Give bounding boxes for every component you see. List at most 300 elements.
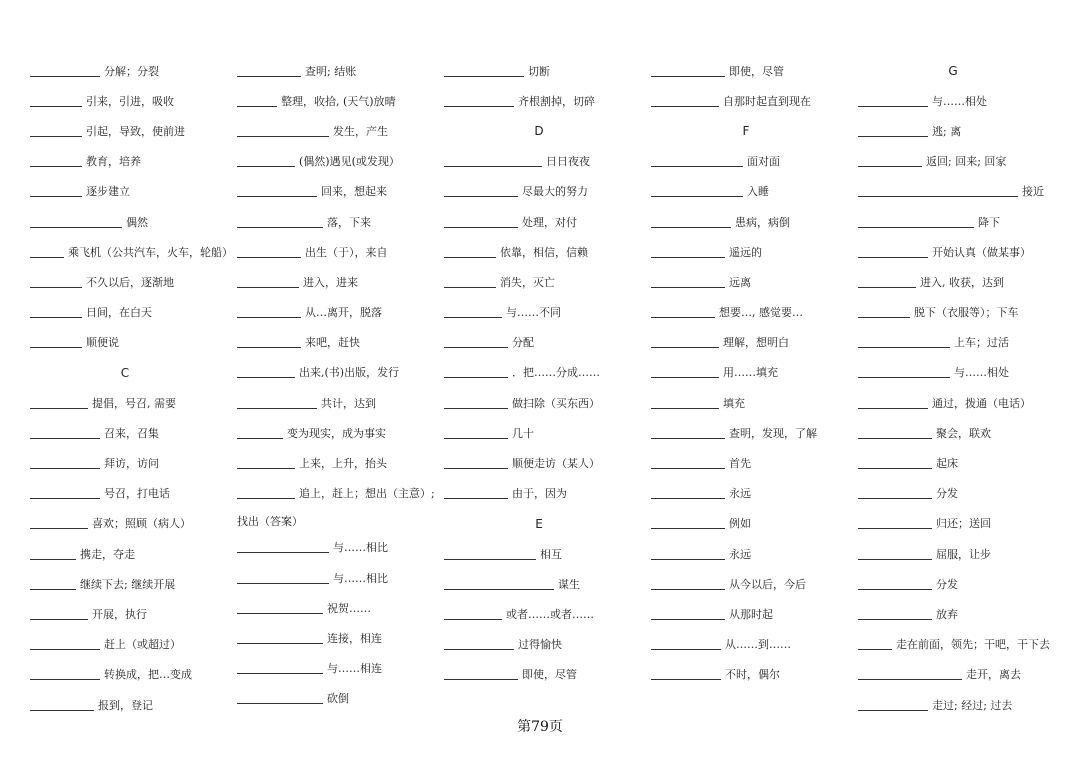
vocab-entry xyxy=(30,479,230,509)
answer-blank-line[interactable] xyxy=(30,579,76,590)
answer-blank-line[interactable] xyxy=(651,217,731,228)
vocab-meaning: 降下 xyxy=(978,215,1000,229)
answer-blank-line[interactable] xyxy=(237,573,329,584)
vocab-meaning: 出来,(书)出版，发行 xyxy=(299,366,400,380)
vocab-entry xyxy=(858,660,1058,690)
vocab-entry xyxy=(651,448,851,478)
vocab-column-3 xyxy=(444,56,644,690)
vocab-meaning: 开始认真（做某事） xyxy=(932,245,1031,259)
answer-blank-line[interactable] xyxy=(237,247,301,258)
vocab-entry xyxy=(444,358,644,388)
vocab-meaning: 继续下去; 继续开展 xyxy=(80,577,176,591)
vocab-entry xyxy=(651,358,851,388)
vocab-entry xyxy=(651,539,851,569)
vocab-entry xyxy=(858,147,1058,177)
vocab-meaning: 上来，上升，抬头 xyxy=(299,457,387,471)
vocab-entry xyxy=(651,267,851,297)
vocab-entry xyxy=(30,509,230,539)
answer-blank-line[interactable] xyxy=(444,277,496,288)
vocab-entry xyxy=(444,237,644,267)
answer-blank-line[interactable] xyxy=(444,66,524,77)
vocab-meaning: 通过，拨通（电话） xyxy=(932,396,1031,410)
vocab-meaning: 整理，收拾, (天气)放晴 xyxy=(281,94,396,108)
answer-blank-line[interactable] xyxy=(651,639,721,650)
vocab-entry xyxy=(30,660,230,690)
vocab-meaning: 面对面 xyxy=(747,155,780,169)
answer-blank-line[interactable] xyxy=(651,458,725,469)
vocab-entry xyxy=(651,660,851,690)
section-letter-heading: D xyxy=(534,124,544,139)
answer-blank-line[interactable] xyxy=(444,549,536,560)
answer-blank-line[interactable] xyxy=(651,398,719,409)
vocab-entry xyxy=(444,539,644,569)
answer-blank-line[interactable] xyxy=(651,307,715,318)
answer-blank-line[interactable] xyxy=(858,126,928,137)
vocab-meaning: 患病，病倒 xyxy=(735,215,790,229)
vocab-meaning: 赶上（或超过） xyxy=(104,638,181,652)
vocab-meaning: 顺便说 xyxy=(86,336,119,350)
vocab-entry xyxy=(858,509,1058,539)
vocab-entry xyxy=(651,328,851,358)
vocab-entry xyxy=(444,147,644,177)
vocab-meaning: 报到，登记 xyxy=(98,698,153,712)
answer-blank-line[interactable] xyxy=(858,398,928,409)
answer-blank-line[interactable] xyxy=(237,633,323,644)
vocab-meaning: 依靠，相信，信赖 xyxy=(500,245,588,259)
answer-blank-line[interactable] xyxy=(651,66,725,77)
vocab-meaning: 脱下（衣服等）；下车 xyxy=(914,306,1019,320)
answer-blank-line[interactable] xyxy=(30,700,94,711)
vocab-entry xyxy=(444,388,644,418)
vocab-meaning: 进入, 收获，达到 xyxy=(920,275,1004,289)
section-letter-heading: G xyxy=(948,64,958,79)
vocab-meaning: 引起，导致，使前进 xyxy=(86,124,185,138)
answer-blank-line[interactable] xyxy=(858,307,910,318)
vocab-entry xyxy=(237,116,437,146)
vocab-entry xyxy=(651,418,851,448)
vocab-entry xyxy=(858,328,1058,358)
answer-blank-line[interactable] xyxy=(237,337,301,348)
vocab-meaning: 遥远的 xyxy=(729,245,762,259)
answer-blank-line[interactable] xyxy=(651,549,725,560)
vocab-meaning: 召来，召集 xyxy=(104,426,159,440)
answer-blank-line[interactable] xyxy=(444,337,508,348)
vocab-meaning: 日间，在白天 xyxy=(86,306,152,320)
answer-blank-line[interactable] xyxy=(651,579,725,590)
vocab-meaning: 例如 xyxy=(729,517,751,531)
vocab-meaning: 与……相比 xyxy=(333,541,388,555)
answer-blank-line[interactable] xyxy=(237,398,317,409)
vocab-meaning: 即使，尽管 xyxy=(522,668,577,682)
answer-blank-line[interactable] xyxy=(30,428,100,439)
vocab-entry xyxy=(444,298,644,328)
vocab-meaning: 从那时起 xyxy=(729,607,773,621)
answer-blank-line[interactable] xyxy=(651,518,725,529)
vocab-meaning: 顺便走访（某人） xyxy=(512,457,600,471)
vocab-meaning: 回来，想起来 xyxy=(321,185,387,199)
answer-blank-line[interactable] xyxy=(858,277,916,288)
vocab-meaning: 分发 xyxy=(936,487,958,501)
vocab-entry xyxy=(651,569,851,599)
vocab-entry xyxy=(237,684,437,714)
vocab-entry xyxy=(30,86,230,116)
vocab-meaning: 来吧，赶快 xyxy=(305,336,360,350)
vocab-meaning: 入睡 xyxy=(747,185,769,199)
vocab-meaning: 与……不同 xyxy=(506,306,561,320)
answer-blank-line[interactable] xyxy=(30,186,82,197)
answer-blank-line[interactable] xyxy=(237,488,295,499)
vocab-meaning-continuation: 找出（答案） xyxy=(237,514,303,528)
answer-blank-line[interactable] xyxy=(444,458,508,469)
answer-blank-line[interactable] xyxy=(444,428,508,439)
vocab-meaning: 偶然 xyxy=(126,215,148,229)
vocab-meaning: 落，下来 xyxy=(327,215,371,229)
vocab-meaning: 与……相处 xyxy=(932,94,987,108)
vocab-entry xyxy=(651,298,851,328)
answer-blank-line[interactable] xyxy=(30,518,88,529)
vocab-meaning: 教育，培养 xyxy=(86,155,141,169)
answer-blank-line[interactable] xyxy=(444,398,508,409)
vocab-entry xyxy=(858,358,1058,388)
vocab-entry xyxy=(30,298,230,328)
answer-blank-line[interactable] xyxy=(444,488,508,499)
vocab-meaning: 日日夜夜 xyxy=(546,155,590,169)
answer-blank-line[interactable] xyxy=(651,488,725,499)
vocab-meaning: 处理，对付 xyxy=(522,215,577,229)
vocab-entry xyxy=(30,116,230,146)
answer-blank-line[interactable] xyxy=(444,579,554,590)
vocab-meaning: 共计，达到 xyxy=(321,396,376,410)
answer-blank-line[interactable] xyxy=(651,337,719,348)
answer-blank-line[interactable] xyxy=(237,458,295,469)
vocab-meaning: 转换成，把…变成 xyxy=(104,668,192,682)
vocab-entry xyxy=(237,147,437,177)
vocab-meaning: 尽最大的努力 xyxy=(522,185,588,199)
vocab-meaning: 出生（于），来自 xyxy=(305,245,388,259)
vocab-meaning: 祝贺…… xyxy=(327,601,371,615)
vocab-meaning: 提倡，号召, 需要 xyxy=(92,396,176,410)
vocab-entry xyxy=(858,569,1058,599)
vocab-entry xyxy=(858,630,1058,660)
vocab-meaning: 与……相连 xyxy=(327,662,382,676)
answer-blank-line[interactable] xyxy=(237,66,301,77)
answer-blank-line[interactable] xyxy=(858,488,932,499)
page-number: 第79页 xyxy=(517,719,563,735)
vocab-entry xyxy=(30,539,230,569)
answer-blank-line[interactable] xyxy=(30,156,82,167)
answer-blank-line[interactable] xyxy=(237,367,295,378)
vocab-entry xyxy=(237,479,437,509)
vocab-entry xyxy=(30,448,230,478)
answer-blank-line[interactable] xyxy=(651,156,743,167)
answer-blank-line[interactable] xyxy=(237,96,277,107)
vocab-entry xyxy=(237,237,437,267)
vocab-meaning: 切断 xyxy=(528,64,550,78)
answer-blank-line[interactable] xyxy=(444,639,514,650)
vocab-meaning: 不时，偶尔 xyxy=(725,668,780,682)
answer-blank-line[interactable] xyxy=(444,156,542,167)
vocab-entry xyxy=(651,599,851,629)
vocab-meaning: 永远 xyxy=(729,547,751,561)
vocab-entry xyxy=(30,237,233,267)
vocab-entry xyxy=(30,328,230,358)
answer-blank-line[interactable] xyxy=(651,428,725,439)
answer-blank-line[interactable] xyxy=(30,277,82,288)
vocab-meaning: 乘飞机（公共汽车，火车，轮船） xyxy=(68,245,233,259)
vocab-meaning: 逃; 离 xyxy=(932,124,962,138)
vocab-meaning: 由于，因为 xyxy=(512,487,567,501)
vocab-meaning: 分发 xyxy=(936,577,958,591)
vocab-entry xyxy=(237,623,437,653)
vocab-entry xyxy=(444,56,644,86)
vocab-meaning: 开展，执行 xyxy=(92,607,147,621)
vocab-entry xyxy=(651,56,851,86)
vocab-meaning: 谋生 xyxy=(558,577,580,591)
answer-blank-line[interactable] xyxy=(30,217,122,228)
answer-blank-line[interactable] xyxy=(444,669,518,680)
vocab-meaning: 分解；分裂 xyxy=(104,64,159,78)
vocab-meaning: 消失，灭亡 xyxy=(500,275,555,289)
answer-blank-line[interactable] xyxy=(30,337,82,348)
vocab-entry xyxy=(237,654,437,684)
vocab-entry xyxy=(858,86,1058,116)
vocab-meaning: 砍倒 xyxy=(327,692,349,706)
vocab-entry xyxy=(30,418,230,448)
vocab-meaning: 屈服，让步 xyxy=(936,547,991,561)
answer-blank-line[interactable] xyxy=(444,367,508,378)
vocab-entry xyxy=(858,418,1058,448)
vocab-meaning: (偶然)遇见(或发现） xyxy=(299,155,400,169)
vocab-entry xyxy=(444,599,644,629)
vocab-meaning: 远离 xyxy=(729,275,751,289)
vocab-meaning: 走在前面，领先；干吧，干下去 xyxy=(896,638,1050,652)
vocab-entry xyxy=(237,267,437,297)
vocab-entry xyxy=(651,147,851,177)
answer-blank-line[interactable] xyxy=(651,186,743,197)
section-letter-heading: E xyxy=(535,516,543,531)
answer-blank-line[interactable] xyxy=(651,367,719,378)
answer-blank-line[interactable] xyxy=(858,639,892,650)
answer-blank-line[interactable] xyxy=(237,156,295,167)
answer-blank-line[interactable] xyxy=(858,186,1018,197)
answer-blank-line[interactable] xyxy=(858,247,928,258)
answer-blank-line[interactable] xyxy=(30,96,82,107)
answer-blank-line[interactable] xyxy=(858,96,928,107)
vocab-entry xyxy=(858,237,1058,267)
vocab-meaning: 查明; 结账 xyxy=(305,64,357,78)
vocab-column-1 xyxy=(30,56,233,720)
answer-blank-line[interactable] xyxy=(858,337,950,348)
vocab-entry xyxy=(237,358,437,388)
answer-blank-line[interactable] xyxy=(651,96,719,107)
vocab-meaning: 几十 xyxy=(512,426,534,440)
answer-blank-line[interactable] xyxy=(237,186,317,197)
vocab-entry xyxy=(651,177,851,207)
vocab-entry xyxy=(237,533,437,563)
answer-blank-line[interactable] xyxy=(30,669,100,680)
vocab-entry xyxy=(651,237,851,267)
vocab-meaning: 上车；过活 xyxy=(954,336,1009,350)
vocab-meaning: 逐步建立 xyxy=(86,185,130,199)
vocab-entry xyxy=(858,448,1058,478)
vocab-meaning: 从今以后，今后 xyxy=(729,577,806,591)
vocab-entry xyxy=(237,56,437,86)
vocab-meaning: 与……相比 xyxy=(333,571,388,585)
vocab-meaning: 过得愉快 xyxy=(518,638,562,652)
vocab-entry xyxy=(237,418,437,448)
vocab-entry xyxy=(858,599,1058,629)
vocab-meaning: 起床 xyxy=(936,457,958,471)
vocab-meaning: 拜访，访问 xyxy=(104,457,159,471)
vocab-meaning: 相互 xyxy=(540,547,562,561)
answer-blank-line[interactable] xyxy=(237,307,301,318)
vocab-meaning: 从…离开，脱落 xyxy=(305,306,382,320)
vocab-entry xyxy=(237,593,437,623)
answer-blank-line[interactable] xyxy=(858,549,932,560)
answer-blank-line[interactable] xyxy=(444,247,496,258)
vocab-meaning: 自那时起直到现在 xyxy=(723,94,811,108)
answer-blank-line[interactable] xyxy=(858,217,974,228)
vocab-meaning: 放弃 xyxy=(936,607,958,621)
vocab-meaning: 变为现实，成为事实 xyxy=(287,426,386,440)
vocab-column-4 xyxy=(651,56,851,690)
vocab-entry xyxy=(444,448,644,478)
answer-blank-line[interactable] xyxy=(237,428,283,439)
vocab-entry xyxy=(30,267,230,297)
vocab-entry xyxy=(237,177,437,207)
answer-blank-line[interactable] xyxy=(858,700,928,711)
vocab-entry xyxy=(651,207,851,237)
vocab-entry xyxy=(858,479,1058,509)
answer-blank-line[interactable] xyxy=(444,96,514,107)
answer-blank-line[interactable] xyxy=(237,693,323,704)
vocab-entry xyxy=(444,630,644,660)
answer-blank-line[interactable] xyxy=(651,669,721,680)
answer-blank-line[interactable] xyxy=(30,307,82,318)
answer-blank-line[interactable] xyxy=(858,579,932,590)
answer-blank-line[interactable] xyxy=(30,126,82,137)
answer-blank-line[interactable] xyxy=(444,217,518,228)
vocab-meaning: 归还；送回 xyxy=(936,517,991,531)
vocab-column-5 xyxy=(858,56,1058,720)
vocab-entry xyxy=(30,147,230,177)
vocab-meaning: 返回; 回来; 回家 xyxy=(926,155,1007,169)
answer-blank-line[interactable] xyxy=(858,609,932,620)
answer-blank-line[interactable] xyxy=(651,277,725,288)
answer-blank-line[interactable] xyxy=(651,609,725,620)
answer-blank-line[interactable] xyxy=(30,488,100,499)
answer-blank-line[interactable] xyxy=(30,458,100,469)
vocab-meaning: 即使，尽管 xyxy=(729,64,784,78)
answer-blank-line[interactable] xyxy=(858,428,932,439)
vocab-entry xyxy=(444,569,644,599)
answer-blank-line[interactable] xyxy=(237,603,323,614)
vocab-entry xyxy=(858,539,1058,569)
vocab-meaning: 接近 xyxy=(1022,185,1044,199)
answer-blank-line[interactable] xyxy=(237,126,329,137)
vocab-meaning: 引来，引进，吸收 xyxy=(86,94,174,108)
vocab-entry xyxy=(858,177,1058,207)
vocab-entry xyxy=(237,448,437,478)
answer-blank-line[interactable] xyxy=(651,247,725,258)
vocab-meaning: 做扫除（买东西） xyxy=(512,396,600,410)
answer-blank-line[interactable] xyxy=(858,156,922,167)
vocab-entry xyxy=(30,630,230,660)
vocab-entry xyxy=(30,56,230,86)
answer-blank-line[interactable] xyxy=(30,398,88,409)
vocab-entry xyxy=(858,267,1058,297)
section-letter-heading: F xyxy=(742,124,750,139)
vocab-entry xyxy=(444,328,644,358)
answer-blank-line[interactable] xyxy=(858,458,932,469)
answer-blank-line[interactable] xyxy=(237,217,323,228)
vocab-meaning: 查明，发现，了解 xyxy=(729,426,817,440)
vocab-meaning: 喜欢；照顾（病人） xyxy=(92,517,191,531)
vocab-entry xyxy=(651,630,851,660)
answer-blank-line[interactable] xyxy=(30,247,64,258)
answer-blank-line[interactable] xyxy=(444,307,502,318)
answer-blank-line[interactable] xyxy=(30,609,88,620)
answer-blank-line[interactable] xyxy=(237,277,299,288)
vocab-meaning: 或者……或者…… xyxy=(506,607,594,621)
answer-blank-line[interactable] xyxy=(444,186,518,197)
vocab-entry xyxy=(651,479,851,509)
vocab-entry xyxy=(651,509,851,539)
vocab-entry xyxy=(444,267,644,297)
answer-blank-line[interactable] xyxy=(30,66,100,77)
vocab-meaning: 分配 xyxy=(512,336,534,350)
answer-blank-line[interactable] xyxy=(858,669,962,680)
vocab-entry xyxy=(444,479,644,509)
vocab-entry xyxy=(858,298,1058,328)
answer-blank-line[interactable] xyxy=(237,663,323,674)
vocab-meaning: 走过; 经过; 过去 xyxy=(932,698,1013,712)
vocab-entry xyxy=(444,86,644,116)
vocab-entry xyxy=(30,599,230,629)
vocab-entry xyxy=(858,116,1058,146)
answer-blank-line[interactable] xyxy=(858,367,950,378)
vocab-meaning: 聚会，联欢 xyxy=(936,426,991,440)
vocab-entry xyxy=(858,388,1058,418)
vocab-column-2 xyxy=(237,56,437,714)
vocab-entry xyxy=(237,328,437,358)
vocab-entry xyxy=(237,388,437,418)
vocab-meaning: 走开，离去 xyxy=(966,668,1021,682)
section-letter-heading: C xyxy=(120,365,130,380)
answer-blank-line[interactable] xyxy=(237,542,329,553)
vocab-entry xyxy=(651,388,851,418)
vocab-entry xyxy=(444,177,644,207)
vocab-entry xyxy=(30,207,230,237)
vocab-meaning: 携走，夺走 xyxy=(80,547,135,561)
vocab-entry xyxy=(651,86,851,116)
vocab-meaning: 进入，进来 xyxy=(303,275,358,289)
vocab-meaning: ．把……分成…… xyxy=(512,366,600,380)
vocab-meaning: 首先 xyxy=(729,457,751,471)
answer-blank-line[interactable] xyxy=(30,639,100,650)
answer-blank-line[interactable] xyxy=(858,518,932,529)
vocab-meaning: 连接，相连 xyxy=(327,631,382,645)
vocab-meaning: 号召，打电话 xyxy=(104,487,170,501)
vocab-meaning: 理解，想明白 xyxy=(723,336,789,350)
vocab-meaning: 追上，赶上；想出（主意）; xyxy=(299,487,435,501)
answer-blank-line[interactable] xyxy=(30,549,76,560)
answer-blank-line[interactable] xyxy=(444,609,502,620)
vocab-entry xyxy=(444,660,644,690)
vocab-meaning: 齐根割掉，切碎 xyxy=(518,94,595,108)
vocab-meaning: 与……相处 xyxy=(954,366,1009,380)
vocab-entry xyxy=(237,86,437,116)
